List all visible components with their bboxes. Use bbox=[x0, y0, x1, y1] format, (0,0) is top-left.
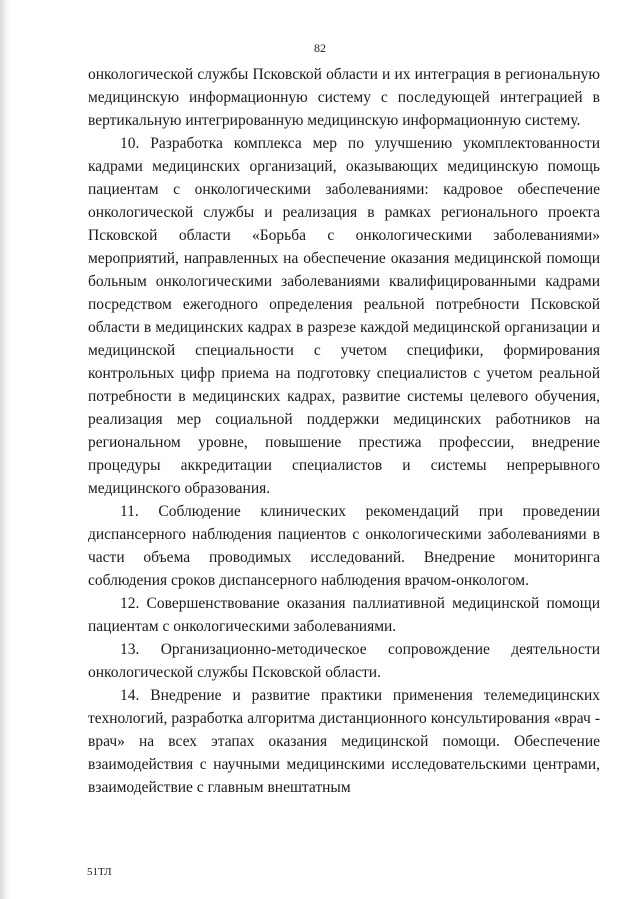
paragraph-item-10: 10. Разработка комплекса мер по улучшению укомплектованности кадрами медицинских организаций, оказывающих медицинскую помощь пациентам с онкологическими заболеваниями: кадровое обеспечение онкологической службы и реализация в рамках регионального проекта Псковской области «Борьба с онкологическими заболеваниями» мероприятий, направленных на обеспечение оказания медицинской помощи больным онкологическими заболеваниями квалифицированными кадрами посредством ежегодного определения реальной потребности Псковской области в медицинских кадрах в разрезе каждой медицинской организации и медицинской специальности с учетом специфики, формирования контрольных цифр приема на подготовку специалистов с учетом реальной потребности в медицинских кадрах, развитие системы целевого обучения, реализация мер социальной поддержки медицинских работников на региональном уровне, повышение престижа профессии, внедрение процедуры аккредитации специалистов и системы непрерывного медицинского образования. bbox=[88, 135, 600, 497]
paragraph-item-12: 12. Совершенствование оказания паллиативной медицинской помощи пациентам с онкологическими заболеваниями. bbox=[88, 595, 600, 635]
scan-edge-shadow bbox=[0, 0, 10, 899]
paragraph-item-13: 13. Организационно-методическое сопровождение деятельности онкологической службы Псковской области. bbox=[88, 641, 600, 681]
paragraph-continued: онкологической службы Псковской области и их интеграция в региональную медицинскую информационную систему с последующей интеграцией в вертикальную интегрированную медицинскую информационную систему. bbox=[88, 66, 600, 129]
paragraph-item-14: 14. Внедрение и развитие практики применения телемедицинских технологий, разработка алгоритма дистанционного консультирования «врач - врач» на всех этапах оказания медицинской помощи. Обеспечение взаимодействия с научными медицинскими исследовательскими центрами, взаимодействие с главным внештатным bbox=[88, 687, 600, 796]
document-body bbox=[88, 63, 600, 799]
footer-document-code: 51ТЛ bbox=[87, 866, 112, 878]
paragraph-item-11: 11. Соблюдение клинических рекомендаций при проведении диспансерного наблюдения пациентов с онкологическими заболеваниями в части объема проводимых исследований. Внедрение мониторинга соблюдения сроков диспансерного наблюдения врачом-онкологом. bbox=[88, 503, 600, 589]
page-number: 82 bbox=[314, 41, 326, 55]
